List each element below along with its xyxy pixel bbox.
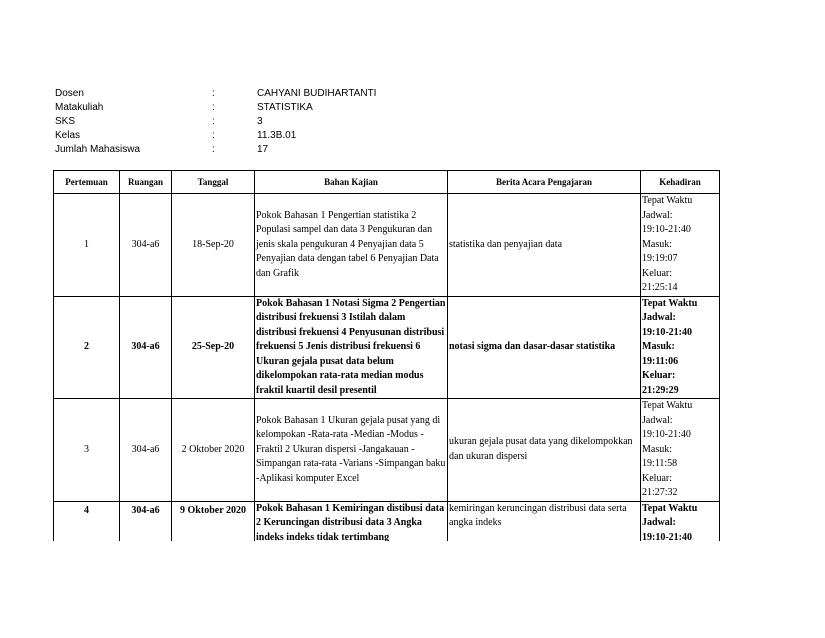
cell-pertemuan: 4 — [54, 501, 120, 541]
header-tanggal: Tanggal — [172, 171, 255, 194]
kehadiran-masuk-label: Masuk: — [642, 341, 675, 352]
cell-bahan-kajian: Pokok Bahasan 1 Kemiringan distibusi data 2 Keruncingan distribusi data 3 Angka indeks indeks tidak tertimbang — [255, 501, 448, 541]
info-label: Matakuliah — [55, 102, 104, 113]
kehadiran-masuk-value: 19:11:58 — [642, 458, 678, 469]
cell-ruangan: 304-a6 — [120, 194, 172, 297]
info-colon: : — [212, 144, 215, 155]
table-row — [54, 399, 720, 502]
cell-ruangan: 304-a6 — [120, 296, 172, 399]
kehadiran-jadwal-label: Jadwal: — [642, 312, 676, 323]
header-berita-acara: Berita Acara Pengajaran — [448, 171, 641, 194]
header-kehadiran: Kehadiran — [641, 171, 720, 194]
cell-tanggal: 9 Oktober 2020 — [172, 501, 255, 541]
info-label: Dosen — [55, 88, 84, 99]
kehadiran-status: Tepat Waktu — [642, 195, 693, 206]
kehadiran-masuk-value: 19:11:06 — [642, 355, 679, 367]
kehadiran-jadwal-value: 19:10-21:40 — [642, 224, 691, 235]
info-value: 17 — [257, 144, 269, 155]
cell-tanggal: 25-Sep-20 — [172, 296, 255, 399]
cell-kehadiran — [641, 194, 720, 297]
cell-pertemuan: 3 — [54, 399, 120, 502]
kehadiran-jadwal-value: 19:10-21:40 — [642, 326, 692, 338]
kehadiran-keluar-label: Keluar: — [642, 267, 672, 279]
cell-tanggal: 18-Sep-20 — [172, 194, 255, 297]
info-label: Kelas — [55, 130, 81, 141]
cell-pertemuan: 1 — [54, 194, 120, 297]
kehadiran-keluar-value: 21:27:32 — [642, 487, 678, 498]
cell-bahan-kajian: Pokok Bahasan 1 Ukuran gejala pusat yang di kelompokan -Rata-rata -Median -Modus -Fraktil 2 Ukuran dispersi -Jangakauan -Simpangan rata-rata -Varians -Simpangan baku -Aplikasi komputer Excel — [255, 399, 448, 502]
cell-berita-acara: statistika dan penyajian data — [448, 194, 641, 297]
cell-tanggal: 2 Oktober 2020 — [172, 399, 255, 502]
cell-bahan-kajian: Pokok Bahasan 1 Notasi Sigma 2 Pengertian distribusi frekuensi 3 Istilah dalam distribusi frekuensi 4 Penyusunan distribusi frekuensi 5 Jenis distribusi frekuensi 6 Ukuran gejala pusat data belum dikelompokan rata-rata median modus fraktil kuartil desil presentil — [255, 296, 448, 399]
kehadiran-jadwal-label: Jadwal: — [642, 414, 673, 426]
table-row — [54, 296, 720, 399]
info-colon: : — [212, 116, 215, 127]
kehadiran-status: Tepat Waktu — [642, 297, 698, 309]
kehadiran-jadwal-label: Jadwal: — [642, 517, 676, 528]
info-label: SKS — [55, 116, 76, 127]
cell-berita-acara: ukuran gejala pusat data yang dikelompokkan dan ukuran dispersi — [448, 399, 641, 502]
attendance-table — [53, 170, 720, 541]
cell-bahan-kajian: Pokok Bahasan 1 Pengertian statistika 2 Populasi sampel dan data 3 Pengukuran dan jenis skala pengukuran 4 Penyajian data 5 Penyajian data dengan tabel 6 Penyajian Data dan Grafik — [255, 194, 448, 297]
kehadiran-keluar-value: 21:25:14 — [642, 282, 678, 293]
kehadiran-keluar-label: Keluar: — [642, 472, 672, 484]
cell-pertemuan: 2 — [54, 296, 120, 399]
table-row — [54, 501, 720, 541]
cell-berita-acara: kemiringan keruncingan distribusi data serta angka indeks — [448, 501, 641, 541]
kehadiran-jadwal-label: Jadwal: — [642, 209, 673, 221]
info-value: STATISTIKA — [257, 102, 313, 113]
info-value: 11.3B.01 — [257, 130, 297, 141]
header-ruangan: Ruangan — [120, 171, 172, 194]
cell-ruangan: 304-a6 — [120, 501, 172, 541]
info-value: 3 — [257, 116, 263, 127]
cell-kehadiran — [641, 399, 720, 502]
kehadiran-keluar-label: Keluar: — [642, 370, 676, 381]
info-colon: : — [212, 130, 215, 141]
kehadiran-jadwal-value: 19:10-21:40 — [642, 531, 692, 541]
kehadiran-status: Tepat Waktu — [642, 502, 698, 514]
info-colon: : — [212, 102, 215, 113]
cell-ruangan: 304-a6 — [120, 399, 172, 502]
kehadiran-masuk-label: Masuk: — [642, 443, 672, 455]
kehadiran-status: Tepat Waktu — [642, 400, 693, 411]
table-header-row — [54, 171, 720, 194]
cell-kehadiran — [641, 296, 720, 399]
cell-berita-acara: notasi sigma dan dasar-dasar statistika — [448, 296, 641, 399]
table-row — [54, 194, 720, 297]
header-bahan-kajian: Bahan Kajian — [255, 171, 448, 194]
kehadiran-masuk-label: Masuk: — [642, 238, 672, 250]
info-value: CAHYANI BUDIHARTANTI — [257, 88, 377, 99]
info-label: Jumlah Mahasiswa — [55, 144, 141, 155]
kehadiran-masuk-value: 19:19:07 — [642, 253, 678, 264]
header-pertemuan: Pertemuan — [54, 171, 120, 194]
cell-kehadiran — [641, 501, 720, 541]
kehadiran-jadwal-value: 19:10-21:40 — [642, 429, 691, 440]
kehadiran-keluar-value: 21:29:29 — [642, 384, 679, 396]
info-colon: : — [212, 88, 215, 99]
